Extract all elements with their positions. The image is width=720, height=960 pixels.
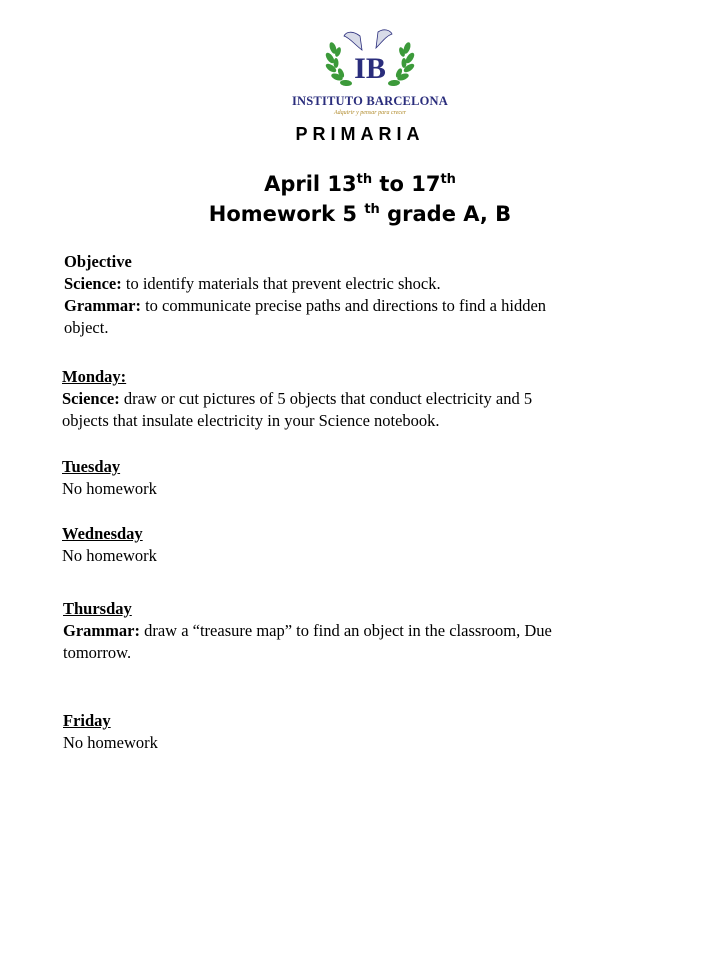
monday-task: Science: draw or cut pictures of 5 objects that conduct electricity and 5 bbox=[62, 389, 533, 408]
wednesday-heading: Wednesday bbox=[62, 524, 143, 543]
objective-science: Science: to identify materials that prevent electric shock. bbox=[64, 274, 441, 293]
monday-heading: Monday: bbox=[62, 367, 127, 386]
thursday-section bbox=[63, 598, 552, 664]
objective-section bbox=[64, 251, 546, 339]
monday-task-cont: objects that insulate electricity in your Science notebook. bbox=[62, 411, 440, 430]
monday-section bbox=[62, 366, 532, 432]
objective-grammar: Grammar: to communicate precise paths and directions to find a hidden bbox=[64, 296, 547, 315]
thursday-task-cont: tomorrow. bbox=[63, 643, 132, 662]
school-logo bbox=[280, 28, 460, 128]
thursday-task: Grammar: draw a “treasure map” to find an object in the classroom, Due bbox=[63, 621, 552, 640]
objective-grammar-cont: object. bbox=[64, 318, 109, 337]
tuesday-task: No homework bbox=[62, 479, 157, 498]
thursday-heading: Thursday bbox=[63, 599, 132, 618]
logo-monogram: IB bbox=[354, 52, 386, 85]
wednesday-task: No homework bbox=[62, 546, 157, 565]
objective-heading: Objective bbox=[64, 252, 132, 271]
logo-school-name: INSTITUTO BARCELONA bbox=[291, 94, 449, 108]
logo-tagline: Adquirir y pensar para crecer bbox=[333, 110, 407, 116]
friday-section bbox=[63, 710, 158, 754]
tuesday-heading: Tuesday bbox=[62, 457, 121, 476]
wednesday-section bbox=[62, 523, 157, 567]
tuesday-section bbox=[62, 456, 157, 500]
laurel-wreath-icon bbox=[280, 28, 460, 94]
section-heading: PRIMARIA bbox=[295, 124, 425, 144]
homework-grade-title: Homework 5 $^{th}$ grade A, B bbox=[208, 202, 512, 226]
friday-heading: Friday bbox=[63, 711, 111, 730]
date-range-title: April 13th to 17th bbox=[264, 172, 456, 196]
friday-task: No homework bbox=[63, 733, 158, 752]
